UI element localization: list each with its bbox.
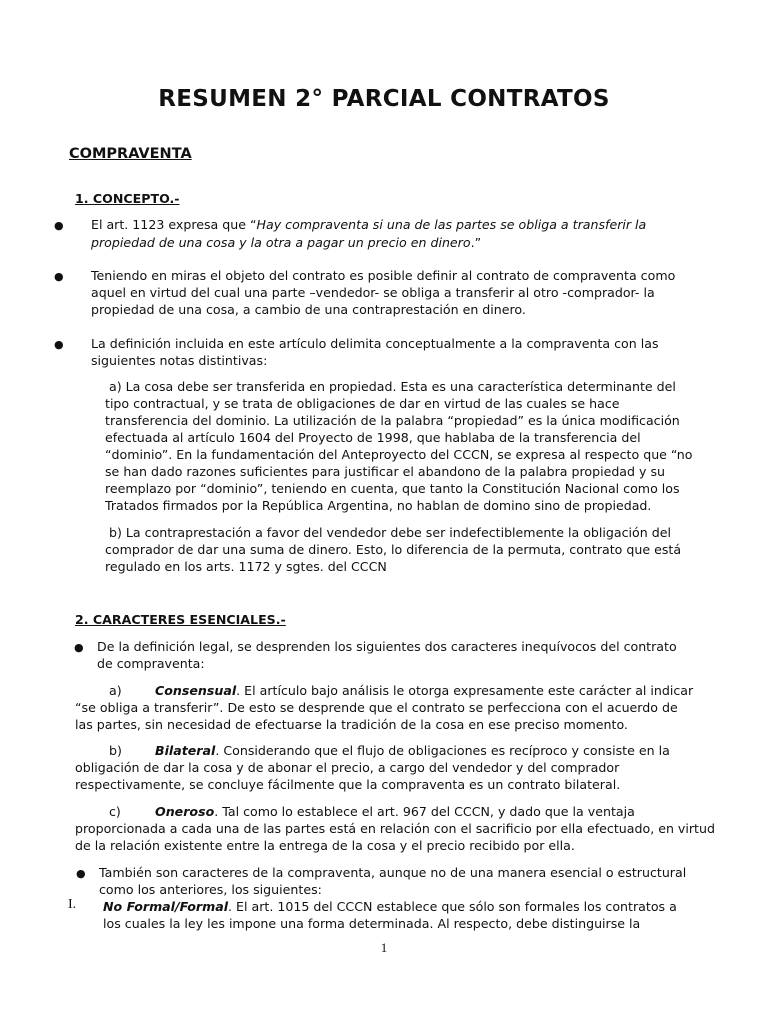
consensual-line-3: las partes, sin necesidad de efectuarse la tradición de la cosa en ese preciso momento.: [75, 717, 628, 732]
paragraph-line: También son caracteres de la compraventa, aunque no de una manera esencial o estructural: [99, 865, 687, 880]
note-a-line: transferencia del dominio. La utilización de la palabra “propiedad” es la única modificación: [105, 413, 680, 428]
consensual-line-2: “se obliga a transferir”. De esto se desprende que el contrato se perfecciona con el acuerdo de: [75, 700, 678, 715]
consensual-line-1: Consensual. El artículo bajo análisis le otorga expresamente este carácter al indicar: [155, 683, 694, 698]
no-formal-line-2: los cuales la ley les impone una forma determinada. Al respecto, debe distinguirse la: [103, 916, 641, 931]
note-a-line: Tratados firmados por la República Argentina, no hablan de domino sino de propiedad.: [105, 498, 652, 513]
document-title: RESUMEN 2° PARCIAL CONTRATOS: [158, 86, 610, 112]
section-compraventa-heading: COMPRAVENTA: [69, 146, 192, 162]
oneroso-line-1: Oneroso. Tal como lo establece el art. 967 del CCCN, y dado que la ventaja: [155, 804, 635, 819]
note-a-line: reemplazo por “dominio”, teniendo en cuenta, que tanto la Constitución Nacional como los: [105, 481, 680, 496]
character-letter: c): [109, 804, 121, 819]
paragraph-line: como los anteriores, los siguientes:: [99, 882, 322, 897]
note-b-line: b) La contraprestación a favor del vendedor debe ser indefectiblemente la obligación del: [109, 525, 671, 540]
character-letter: a): [109, 683, 122, 698]
paragraph-line: propiedad de una cosa, a cambio de una contraprestación en dinero.: [91, 302, 526, 317]
oneroso-line-2: proporcionada a cada una de las partes está en relación con el sacrificio por ella efectuado, en virtud: [75, 821, 715, 836]
bilateral-line-2: obligación de dar la cosa y de abonar el precio, a cargo del vendedor y del comprador: [75, 760, 620, 775]
note-a-line: efectuada al artículo 1604 del Proyecto de 1998, que hablaba de la transferencia del: [105, 430, 641, 445]
note-a-line: “dominio”. En la fundamentación del Anteproyecto del CCCN, se expresa al respecto que “no: [105, 447, 693, 462]
note-b-line: comprador de dar una suma de dinero. Esto, lo diferencia de la permuta, contrato que está: [105, 542, 682, 557]
bilateral-line-1: Bilateral. Considerando que el flujo de obligaciones es recíproco y consiste en la: [155, 743, 670, 758]
bullet-icon: ●: [54, 338, 64, 351]
oneroso-line-3: de la relación existente entre la entrega de la cosa y el precio recibido por ella.: [75, 838, 575, 853]
note-a-line: tipo contractual, y se trata de obligaciones de dar en virtud de las cuales se hace: [105, 396, 620, 411]
paragraph-line: La definición incluida en este artículo delimita conceptualmente a la compraventa con las: [91, 336, 659, 351]
paragraph-line: siguientes notas distintivas:: [91, 353, 268, 368]
bullet-icon: ●: [54, 219, 64, 232]
article-1123-line-2: propiedad de una cosa y la otra a pagar un precio en dinero.”: [91, 235, 482, 250]
roman-numeral: I.: [68, 897, 77, 912]
note-b-line: regulado en los arts. 1172 y sgtes. del CCCN: [105, 559, 387, 574]
bullet-icon: ●: [54, 270, 64, 283]
note-a-line: a) La cosa debe ser transferida en propiedad. Esta es una característica determinante del: [109, 379, 676, 394]
paragraph-line: aquel en virtud del cual una parte –vendedor- se obliga a transferir al otro -comprador- la: [91, 285, 655, 300]
note-a-line: se han dado razones suficientes para justificar el abandono de la palabra propiedad y su: [105, 464, 666, 479]
page-number: 1: [380, 940, 388, 955]
paragraph-line: de compraventa:: [97, 656, 205, 671]
caracteres-heading: 2. CARACTERES ESENCIALES.-: [75, 612, 286, 627]
bilateral-line-3: respectivamente, se concluye fácilmente que la compraventa es un contrato bilateral.: [75, 777, 621, 792]
article-1123-line-1: El art. 1123 expresa que “Hay compraventa si una de las partes se obliga a transferir la: [91, 217, 647, 232]
bullet-icon: ●: [76, 867, 86, 880]
paragraph-line: Teniendo en miras el objeto del contrato es posible definir al contrato de compraventa como: [91, 268, 676, 283]
character-letter: b): [109, 743, 122, 758]
bullet-icon: ●: [74, 641, 84, 654]
no-formal-line-1: No Formal/Formal. El art. 1015 del CCCN establece que sólo son formales los contratos a: [103, 899, 677, 914]
paragraph-line: De la definición legal, se desprenden los siguientes dos caracteres inequívocos del contrato: [97, 639, 677, 654]
concepto-heading: 1. CONCEPTO.-: [75, 191, 180, 206]
